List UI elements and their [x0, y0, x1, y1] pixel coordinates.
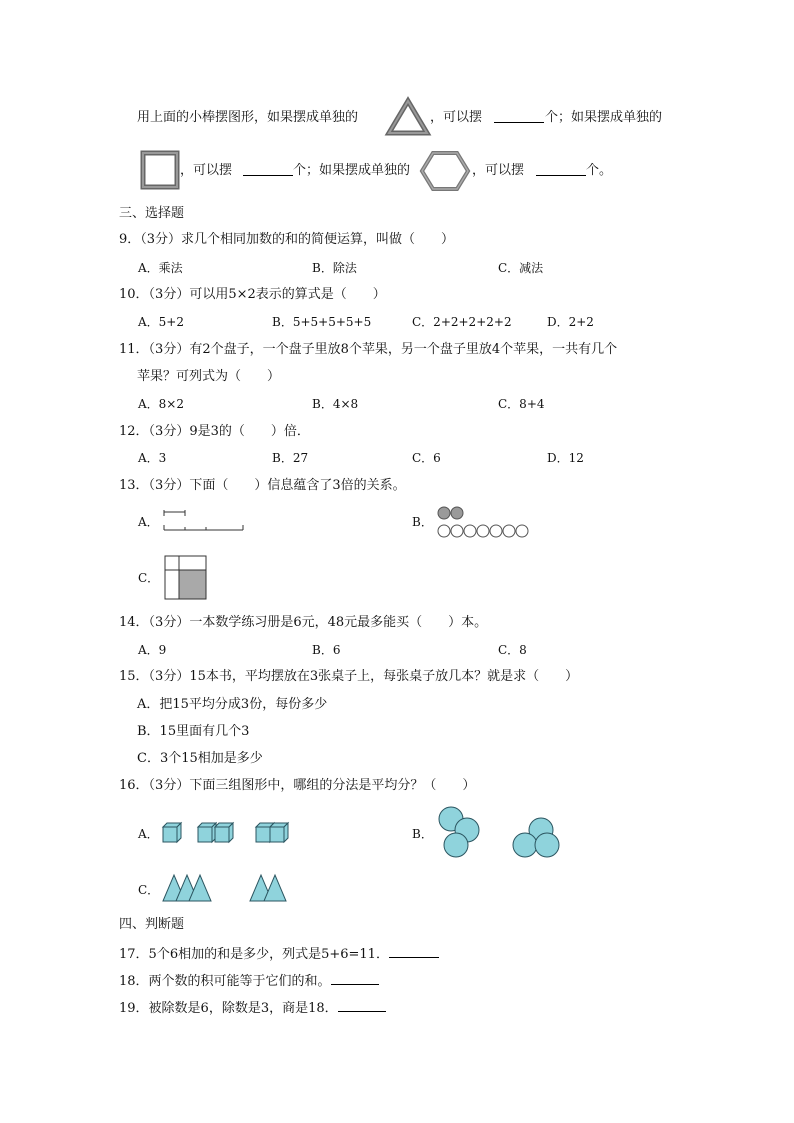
question-13: 13．（3分）下面（ ）信息蕴含了3倍的关系。: [119, 478, 406, 493]
q11-option-b[interactable]: B．4×8: [312, 397, 359, 411]
intro-line-2c: ，可以摆: [472, 163, 525, 178]
q11-option-c[interactable]: C．8+4: [498, 397, 545, 411]
q17-answer-blank[interactable]: [389, 944, 439, 958]
question-11-line-2: 苹果？可列式为（ ）: [137, 369, 281, 384]
q16-option-a[interactable]: A．: [138, 827, 159, 841]
square-sticks-figure: [140, 150, 180, 190]
q19-answer-blank[interactable]: [338, 998, 386, 1012]
answer-blank-triangles: [494, 109, 544, 129]
q14-option-b[interactable]: B．6: [312, 643, 341, 657]
q18-answer-blank[interactable]: [331, 971, 379, 985]
intro-line-1b: ，可以摆: [430, 110, 483, 125]
intro-line-2a: ，可以摆: [180, 163, 233, 178]
section-title-judge: 四、判断题: [119, 917, 185, 932]
q12-option-a[interactable]: A．3: [138, 451, 167, 465]
question-10: 10．（3分）可以用5×2表示的算式是（ ）: [119, 287, 386, 302]
q13-option-c[interactable]: C．: [138, 571, 160, 585]
intro-line-2b: 个；如果摆成单独的: [293, 163, 411, 178]
hexagon-sticks-figure: [420, 150, 470, 192]
q9-option-a[interactable]: A．乘法: [138, 261, 183, 275]
q9-option-c[interactable]: C．减法: [498, 261, 544, 275]
intro-line-1c: 个；如果摆成单独的: [545, 110, 663, 125]
blank-2[interactable]: [243, 162, 293, 176]
q16-triangles-figure: [160, 870, 294, 904]
question-17: 17．5个6相加的和是多少，列式是5+6=11．: [119, 944, 439, 964]
q14-option-c[interactable]: C．8: [498, 643, 527, 657]
q15-option-b[interactable]: B．15里面有几个3: [137, 724, 250, 739]
q10-option-a[interactable]: A．5+2: [138, 315, 184, 329]
q10-option-b[interactable]: B．5+5+5+5+5: [272, 315, 372, 329]
q16-cubes-figure: [160, 820, 290, 846]
answer-blank-hexagons: [536, 162, 586, 182]
q13-option-a[interactable]: A．: [138, 515, 159, 529]
q13-square-figure: [164, 555, 208, 601]
blank-1[interactable]: [494, 109, 544, 123]
q15-option-c[interactable]: C．3个15相加是多少: [137, 751, 263, 766]
q10-option-d[interactable]: D．2+2: [547, 315, 594, 329]
question-19: 19．被除数是6，除数是3，商是18．: [119, 998, 386, 1018]
blank-3[interactable]: [536, 162, 586, 176]
q9-option-b[interactable]: B．除法: [312, 261, 357, 275]
q12-option-b[interactable]: B．27: [272, 451, 309, 465]
question-12: 12．（3分）9是3的（ ）倍．: [119, 424, 310, 439]
q10-option-c[interactable]: C．2+2+2+2+2: [412, 315, 512, 329]
q13-circles-figure: [436, 504, 528, 540]
question-16: 16．（3分）下面三组图形中，哪组的分法是平均分？（ ）: [119, 778, 476, 793]
question-15: 15．（3分）15本书，平均摆放在3张桌子上，每张桌子放几本？就是求（ ）: [119, 669, 579, 684]
q13-segment-figure: [163, 508, 245, 534]
q15-option-a[interactable]: A．把15平均分成3份，每份多少: [137, 697, 328, 712]
q16-option-c[interactable]: C．: [138, 883, 160, 897]
section-title-choice: 三、选择题: [119, 206, 185, 221]
question-18: 18．两个数的积可能等于它们的和。: [119, 971, 379, 991]
answer-blank-squares: [243, 162, 293, 182]
question-14: 14．（3分）一本数学练习册是6元，48元最多能买（ ）本。: [119, 615, 488, 630]
q16-option-b[interactable]: B．: [412, 827, 433, 841]
question-9: 9．（3分）求几个相同加数的和的简便运算，叫做（ ）: [119, 232, 455, 247]
question-11-line-1: 11．（3分）有2个盘子，一个盘子里放8个苹果，另一个盘子里放4个苹果，一共有几个: [119, 342, 618, 357]
q12-option-d[interactable]: D．12: [547, 451, 584, 465]
triangle-sticks-figure: [386, 98, 430, 136]
q14-option-a[interactable]: A．9: [138, 643, 167, 657]
q12-option-c[interactable]: C．6: [412, 451, 441, 465]
intro-line-2d: 个。: [586, 163, 613, 178]
intro-line-1: 用上面的小棒摆图形，如果摆成单独的: [137, 110, 359, 125]
q11-option-a[interactable]: A．8×2: [138, 397, 184, 411]
q16-circles-figure: [434, 803, 566, 861]
q13-option-b[interactable]: B．: [412, 515, 433, 529]
